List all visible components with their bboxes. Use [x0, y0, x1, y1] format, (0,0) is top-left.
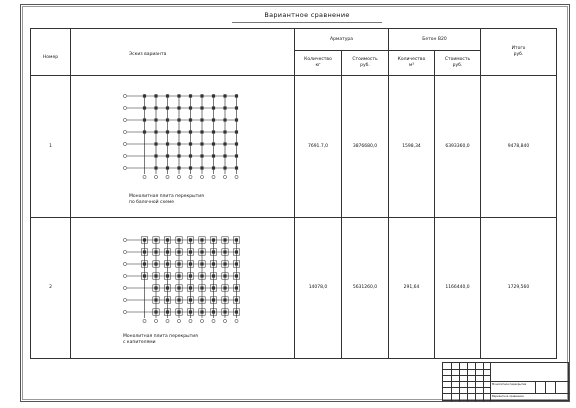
column-section — [154, 310, 157, 313]
column-section — [189, 107, 192, 110]
header-number: Номер — [31, 29, 71, 76]
table-row — [31, 217, 557, 358]
column-section — [223, 250, 226, 253]
concrete-qty-cell: 291,64 — [389, 217, 435, 358]
column-section — [189, 250, 192, 253]
rebar-qty-cell: 14078,0 — [295, 217, 342, 358]
axis-marker — [223, 176, 226, 179]
axis-marker — [123, 262, 126, 265]
column-section — [200, 286, 203, 289]
axis-marker — [166, 176, 169, 179]
axis-marker — [123, 131, 126, 134]
column-section — [200, 250, 203, 253]
header-total-label: Итого руб. — [511, 46, 526, 58]
column-section — [200, 238, 203, 241]
column-section — [235, 143, 238, 146]
axis-marker — [123, 119, 126, 122]
column-section — [212, 107, 215, 110]
column-section — [154, 286, 157, 289]
column-section — [212, 167, 215, 170]
column-section — [143, 238, 146, 241]
column-section — [235, 119, 238, 122]
axis-marker — [212, 319, 215, 322]
column-section — [223, 274, 226, 277]
column-section — [212, 238, 215, 241]
column-section — [177, 107, 180, 110]
capital-slab-sketch — [121, 232, 251, 330]
axis-marker — [177, 319, 180, 322]
column-section — [235, 250, 238, 253]
scheme-caption-text: Монолитная плита перекрытия по балочной схеме — [129, 194, 204, 206]
page-title: Вариантное сравнение — [264, 11, 350, 19]
column-section — [154, 298, 157, 301]
title-underline — [232, 22, 382, 23]
column-section — [200, 274, 203, 277]
column-section — [177, 95, 180, 98]
column-section — [235, 167, 238, 170]
column-section — [223, 298, 226, 301]
column-section — [143, 119, 146, 122]
axis-marker — [123, 298, 126, 301]
column-section — [189, 119, 192, 122]
column-section — [189, 238, 192, 241]
axis-marker — [223, 319, 226, 322]
header-scheme-label: Эскиз варианта — [129, 52, 167, 57]
scheme-caption — [123, 334, 198, 346]
scheme-cell-beam — [71, 76, 295, 217]
column-section — [235, 286, 238, 289]
axis-marker — [123, 95, 126, 98]
axis-marker — [166, 319, 169, 322]
column-section — [200, 143, 203, 146]
column-section — [200, 298, 203, 301]
column-section — [143, 95, 146, 98]
column-section — [223, 107, 226, 110]
axis-marker — [177, 176, 180, 179]
column-section — [177, 143, 180, 146]
stamp-line-2: Вариантное сравнение — [492, 395, 524, 398]
rebar-qty-cell: 7691.7,0 — [295, 76, 342, 217]
axis-marker — [154, 176, 157, 179]
axis-marker — [143, 176, 146, 179]
header-rebar-group: Арматура — [295, 29, 389, 51]
column-section — [235, 274, 238, 277]
column-section — [223, 262, 226, 265]
column-section — [177, 167, 180, 170]
header-rebar-qty-label: Количество кг — [304, 57, 332, 69]
column-section — [143, 250, 146, 253]
column-section — [223, 167, 226, 170]
axis-marker — [123, 238, 126, 241]
column-section — [235, 238, 238, 241]
column-section — [235, 298, 238, 301]
column-section — [235, 155, 238, 158]
column-section — [189, 143, 192, 146]
column-section — [200, 107, 203, 110]
axis-marker — [235, 176, 238, 179]
header-concrete-qty — [389, 51, 435, 76]
column-section — [166, 119, 169, 122]
column-section — [177, 250, 180, 253]
axis-marker — [123, 155, 126, 158]
column-section — [235, 131, 238, 134]
column-section — [212, 274, 215, 277]
column-section — [177, 298, 180, 301]
column-section — [200, 167, 203, 170]
axis-marker — [123, 286, 126, 289]
axis-marker — [123, 107, 126, 110]
axis-marker — [200, 176, 203, 179]
column-section — [189, 286, 192, 289]
total-cell: 1729,560 — [481, 217, 557, 358]
column-section — [166, 310, 169, 313]
axis-marker — [154, 319, 157, 322]
stamp-line-1: Монолитное перекрытие — [492, 383, 527, 386]
column-section — [223, 95, 226, 98]
column-section — [189, 155, 192, 158]
header-concrete-cost — [435, 51, 481, 76]
column-section — [177, 274, 180, 277]
column-section — [189, 167, 192, 170]
column-section — [166, 286, 169, 289]
table-row — [31, 76, 557, 217]
header-scheme — [71, 29, 295, 76]
header-rebar-qty — [295, 51, 342, 76]
column-section — [177, 286, 180, 289]
column-section — [212, 262, 215, 265]
column-section — [200, 155, 203, 158]
axis-marker — [123, 167, 126, 170]
column-section — [143, 262, 146, 265]
column-section — [166, 250, 169, 253]
title-block-stamp — [442, 362, 569, 401]
column-section — [154, 167, 157, 170]
scheme-caption — [129, 194, 204, 206]
column-section — [143, 107, 146, 110]
scheme-caption-text: Монолитная плита перекрытия с капителями — [123, 333, 198, 345]
column-section — [166, 95, 169, 98]
column-section — [212, 286, 215, 289]
concrete-cost-cell: 1166440,0 — [435, 217, 481, 358]
column-section — [212, 155, 215, 158]
beam-slab-sketch — [121, 88, 251, 186]
column-section — [154, 95, 157, 98]
concrete-qty-cell: 1598,34 — [389, 76, 435, 217]
column-section — [189, 274, 192, 277]
column-section — [223, 310, 226, 313]
axis-marker — [123, 310, 126, 313]
column-section — [212, 143, 215, 146]
axis-marker — [143, 319, 146, 322]
column-section — [235, 262, 238, 265]
axis-marker — [189, 176, 192, 179]
column-section — [235, 310, 238, 313]
column-section — [154, 155, 157, 158]
column-section — [154, 131, 157, 134]
column-section — [166, 274, 169, 277]
column-section — [212, 310, 215, 313]
column-section — [223, 131, 226, 134]
column-section — [189, 131, 192, 134]
column-section — [212, 131, 215, 134]
column-section — [223, 286, 226, 289]
column-section — [143, 131, 146, 134]
column-section — [177, 131, 180, 134]
column-section — [177, 238, 180, 241]
axis-marker — [212, 176, 215, 179]
header-concrete-cost-label: Стоимость руб. — [444, 57, 471, 69]
header-rebar-cost — [342, 51, 389, 76]
column-section — [154, 238, 157, 241]
column-section — [223, 143, 226, 146]
column-section — [200, 310, 203, 313]
column-section — [166, 238, 169, 241]
column-section — [223, 155, 226, 158]
header-concrete-qty-label: Количество м³ — [397, 57, 426, 69]
column-section — [177, 262, 180, 265]
header-rebar-cost-label: Стоимость руб. — [352, 57, 378, 69]
comparison-table — [30, 28, 557, 359]
column-section — [154, 119, 157, 122]
column-section — [200, 262, 203, 265]
column-section — [189, 95, 192, 98]
rebar-cost-cell: 5631260,0 — [342, 217, 389, 358]
column-section — [189, 310, 192, 313]
column-section — [212, 250, 215, 253]
column-section — [223, 119, 226, 122]
axis-marker — [235, 319, 238, 322]
column-section — [235, 95, 238, 98]
column-section — [166, 131, 169, 134]
column-section — [189, 298, 192, 301]
row-number: 2 — [31, 217, 71, 358]
column-section — [212, 119, 215, 122]
column-section — [143, 274, 146, 277]
row-number: 1 — [31, 76, 71, 217]
column-section — [235, 107, 238, 110]
column-section — [154, 107, 157, 110]
column-section — [154, 143, 157, 146]
column-section — [166, 298, 169, 301]
column-section — [166, 262, 169, 265]
column-section — [200, 131, 203, 134]
column-section — [177, 155, 180, 158]
rebar-cost-cell: 3876680,0 — [342, 76, 389, 217]
column-section — [212, 298, 215, 301]
column-section — [154, 274, 157, 277]
header-concrete-group: Бетон В20 — [389, 29, 481, 51]
column-section — [177, 119, 180, 122]
column-section — [166, 143, 169, 146]
axis-marker — [200, 319, 203, 322]
column-section — [189, 262, 192, 265]
axis-marker — [123, 274, 126, 277]
column-section — [166, 107, 169, 110]
column-section — [154, 250, 157, 253]
column-section — [223, 238, 226, 241]
column-section — [154, 262, 157, 265]
axis-marker — [123, 143, 126, 146]
header-total — [481, 29, 557, 76]
column-section — [200, 119, 203, 122]
axis-marker — [123, 250, 126, 253]
scheme-cell-capitals — [71, 217, 295, 358]
column-section — [212, 95, 215, 98]
column-section — [166, 155, 169, 158]
total-cell: 9478,840 — [481, 76, 557, 217]
column-section — [177, 310, 180, 313]
axis-marker — [189, 319, 192, 322]
column-section — [200, 95, 203, 98]
concrete-cost-cell: 6393360,0 — [435, 76, 481, 217]
column-section — [166, 167, 169, 170]
